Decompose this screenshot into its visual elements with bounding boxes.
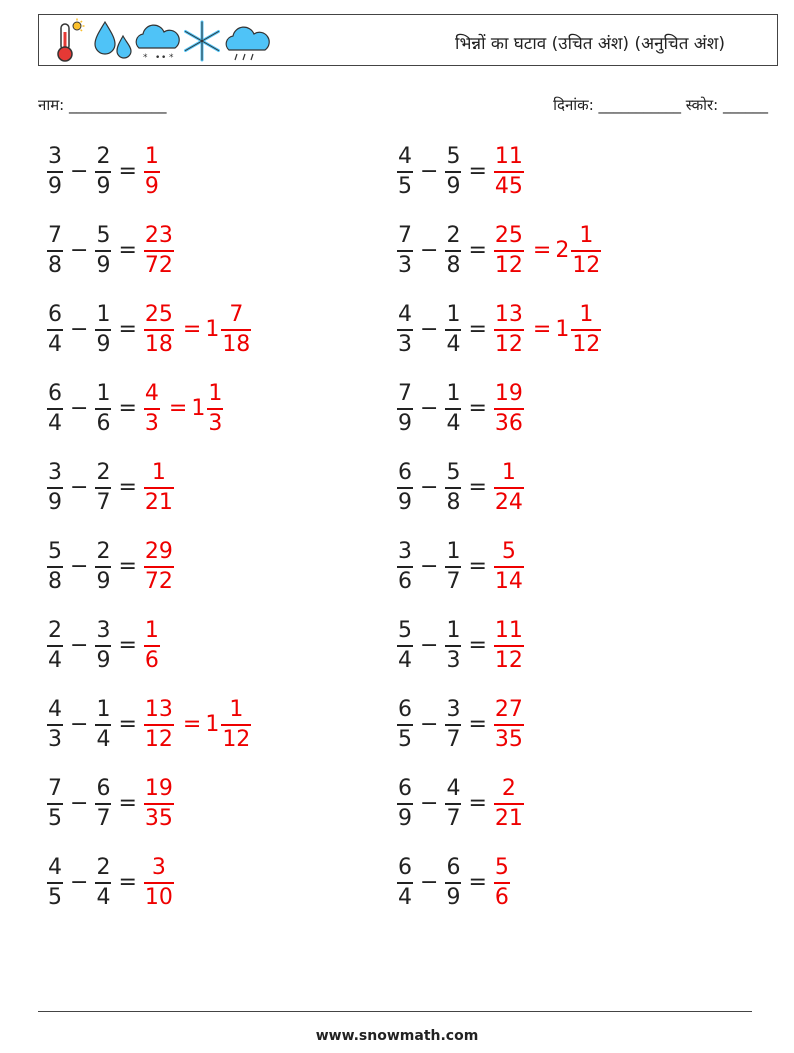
denominator: 4 — [96, 884, 111, 910]
denominator: 35 — [144, 805, 173, 831]
denominator: 5 — [48, 884, 62, 910]
denominator: 4 — [446, 410, 461, 436]
mixed-whole: 2 — [555, 238, 570, 264]
numerator: 6 — [398, 697, 412, 722]
denominator: 8 — [48, 252, 62, 278]
problem-item — [46, 304, 252, 356]
denominator: 4 — [48, 331, 62, 357]
equals-sign: = — [118, 870, 137, 896]
equals-sign: = — [118, 159, 137, 185]
minus-sign: − — [420, 633, 439, 659]
denominator: 7 — [446, 726, 461, 752]
denominator: 18 — [144, 331, 173, 357]
numerator: 27 — [494, 697, 523, 722]
numerator: 6 — [96, 776, 111, 801]
numerator: 1 — [144, 618, 159, 643]
numerator: 6 — [398, 776, 412, 801]
minus-sign: − — [420, 396, 439, 422]
date-score-label: दिनांक: ___________ स्कोर: ______ — [553, 96, 768, 114]
denominator: 9 — [48, 173, 62, 199]
svg-text:*: * — [169, 53, 174, 63]
answer-fraction — [493, 778, 525, 830]
answer-fraction — [143, 778, 175, 830]
numerator: 5 — [48, 539, 62, 564]
minus-sign: − — [70, 159, 89, 185]
numerator: 6 — [48, 302, 62, 327]
numerator: 19 — [144, 776, 173, 801]
footer-url: www.snowmath.com — [315, 1028, 479, 1044]
equals-sign: = — [468, 712, 487, 738]
denominator: 10 — [144, 884, 173, 910]
minuend-fraction — [46, 383, 64, 435]
equals-sign-mixed: = — [532, 317, 552, 343]
denominator: 9 — [398, 489, 412, 515]
mixed-fraction — [570, 304, 602, 356]
denominator: 9 — [446, 884, 461, 910]
numerator: 2 — [501, 776, 516, 801]
minuend-fraction — [396, 541, 414, 593]
problem-item — [46, 225, 175, 277]
mixed-whole: 1 — [205, 317, 220, 343]
numerator: 6 — [48, 381, 62, 406]
minuend-fraction — [46, 225, 64, 277]
problem-item — [46, 146, 161, 198]
minus-sign: − — [420, 159, 439, 185]
denominator: 6 — [144, 647, 159, 673]
denominator: 6 — [96, 410, 111, 436]
equals-sign-mixed: = — [182, 712, 202, 738]
minuend-fraction — [396, 699, 414, 751]
numerator: 7 — [229, 302, 244, 327]
denominator: 36 — [494, 410, 523, 436]
subtrahend-fraction — [94, 383, 112, 435]
equals-sign-mixed: = — [532, 238, 552, 264]
snowflake-icon — [186, 22, 219, 60]
answer-fraction — [143, 146, 161, 198]
numerator: 5 — [446, 460, 461, 485]
problem-item — [46, 541, 175, 593]
numerator: 1 — [144, 144, 159, 169]
answer-fraction — [493, 304, 525, 356]
answer-fraction — [493, 699, 525, 751]
problem-item — [396, 541, 525, 593]
numerator: 13 — [494, 302, 523, 327]
denominator: 3 — [446, 647, 461, 673]
denominator: 4 — [96, 726, 111, 752]
numerator: 1 — [579, 223, 594, 248]
answer-fraction — [143, 462, 175, 514]
problem-item — [396, 304, 602, 356]
denominator: 4 — [398, 884, 412, 910]
denominator: 72 — [144, 252, 173, 278]
denominator: 12 — [494, 331, 523, 357]
denominator: 4 — [398, 647, 412, 673]
minuend-fraction — [46, 699, 64, 751]
answer-fraction — [493, 146, 525, 198]
denominator: 12 — [572, 331, 601, 357]
equals-sign: = — [118, 633, 137, 659]
denominator: 9 — [96, 568, 111, 594]
minuend-fraction — [396, 383, 414, 435]
mixed-whole: 1 — [205, 712, 220, 738]
equals-sign: = — [468, 554, 487, 580]
subtrahend-fraction — [444, 699, 462, 751]
minus-sign: − — [420, 238, 439, 264]
equals-sign-mixed: = — [168, 396, 188, 422]
minus-sign: − — [420, 870, 439, 896]
numerator: 1 — [446, 539, 461, 564]
minuend-fraction — [46, 541, 64, 593]
minus-sign: − — [70, 475, 89, 501]
denominator: 9 — [96, 173, 111, 199]
equals-sign: = — [468, 633, 487, 659]
numerator: 4 — [48, 855, 62, 880]
answer-fraction — [143, 383, 161, 435]
numerator: 1 — [96, 302, 111, 327]
numerator: 25 — [144, 302, 173, 327]
numerator: 11 — [494, 618, 523, 643]
denominator: 3 — [208, 410, 223, 436]
problem-item — [396, 778, 525, 830]
denominator: 9 — [446, 173, 461, 199]
subtrahend-fraction — [94, 225, 112, 277]
minuend-fraction — [46, 778, 64, 830]
answer-fraction — [493, 462, 525, 514]
subtrahend-fraction — [94, 620, 112, 672]
mixed-fraction — [220, 304, 252, 356]
denominator: 5 — [398, 726, 412, 752]
equals-sign: = — [118, 712, 137, 738]
problem-item — [46, 857, 175, 909]
problem-item — [396, 857, 511, 909]
answer-fraction — [143, 225, 175, 277]
numerator: 2 — [446, 223, 461, 248]
denominator: 21 — [144, 489, 173, 515]
numerator: 4 — [398, 302, 412, 327]
denominator: 7 — [446, 568, 461, 594]
minuend-fraction — [396, 225, 414, 277]
answer-fraction — [143, 857, 175, 909]
minus-sign: − — [70, 238, 89, 264]
denominator: 9 — [96, 331, 111, 357]
subtrahend-fraction — [444, 541, 462, 593]
minus-sign: − — [70, 712, 89, 738]
minuend-fraction — [46, 462, 64, 514]
problem-item — [46, 778, 175, 830]
numerator: 2 — [96, 460, 111, 485]
subtrahend-fraction — [94, 699, 112, 751]
subtrahend-fraction — [444, 778, 462, 830]
denominator: 18 — [222, 331, 251, 357]
denominator: 9 — [398, 410, 412, 436]
denominator: 12 — [494, 647, 523, 673]
minuend-fraction — [396, 620, 414, 672]
minuend-fraction — [46, 857, 64, 909]
numerator: 1 — [96, 381, 111, 406]
numerator: 4 — [48, 697, 62, 722]
minus-sign: − — [420, 791, 439, 817]
numerator: 7 — [398, 381, 412, 406]
answer-fraction — [143, 620, 161, 672]
problem-item — [396, 383, 525, 435]
denominator: 7 — [96, 805, 111, 831]
equals-sign: = — [118, 317, 137, 343]
numerator: 3 — [96, 618, 111, 643]
denominator: 4 — [48, 410, 62, 436]
denominator: 9 — [398, 805, 412, 831]
answer-fraction — [493, 383, 525, 435]
denominator: 45 — [494, 173, 523, 199]
numerator: 1 — [208, 381, 223, 406]
minus-sign: − — [420, 475, 439, 501]
denominator: 6 — [398, 568, 412, 594]
minus-sign: − — [70, 317, 89, 343]
subtrahend-fraction — [444, 146, 462, 198]
numerator: 19 — [494, 381, 523, 406]
subtrahend-fraction — [444, 383, 462, 435]
denominator: 12 — [572, 252, 601, 278]
denominator: 3 — [48, 726, 62, 752]
denominator: 35 — [494, 726, 523, 752]
water-drops-icon — [95, 22, 131, 58]
numerator: 2 — [96, 855, 111, 880]
equals-sign: = — [118, 554, 137, 580]
denominator: 3 — [144, 410, 159, 436]
numerator: 1 — [579, 302, 594, 327]
denominator: 5 — [398, 173, 412, 199]
denominator: 14 — [494, 568, 523, 594]
numerator: 1 — [501, 460, 516, 485]
numerator: 1 — [446, 302, 461, 327]
minuend-fraction — [46, 304, 64, 356]
minuend-fraction — [46, 620, 64, 672]
numerator: 29 — [144, 539, 173, 564]
problem-item — [396, 225, 602, 277]
denominator: 3 — [398, 331, 412, 357]
equals-sign: = — [468, 791, 487, 817]
numerator: 23 — [144, 223, 173, 248]
minus-sign: − — [70, 554, 89, 580]
denominator: 21 — [494, 805, 523, 831]
problem-item — [46, 620, 161, 672]
denominator: 6 — [494, 884, 509, 910]
problem-item — [46, 699, 252, 751]
denominator: 9 — [96, 252, 111, 278]
numerator: 1 — [151, 460, 166, 485]
numerator: 1 — [446, 381, 461, 406]
header-box — [38, 14, 778, 66]
mixed-whole: 1 — [191, 396, 206, 422]
subtrahend-fraction — [94, 146, 112, 198]
minus-sign: − — [70, 633, 89, 659]
svg-text:•: • — [155, 53, 161, 63]
problem-item — [396, 699, 525, 751]
worksheet-title: भिन्नों का घटाव (उचित अंश) (अनुचित अंश) — [455, 34, 725, 54]
mixed-fraction — [220, 699, 252, 751]
numerator: 2 — [96, 539, 111, 564]
numerator: 3 — [151, 855, 166, 880]
mixed-whole: 1 — [555, 317, 570, 343]
subtrahend-fraction — [94, 462, 112, 514]
minus-sign: − — [420, 317, 439, 343]
numerator: 7 — [398, 223, 412, 248]
rain-cloud-icon — [226, 27, 269, 60]
numerator: 5 — [494, 855, 509, 880]
minuend-fraction — [396, 462, 414, 514]
answer-fraction — [493, 620, 525, 672]
equals-sign: = — [468, 317, 487, 343]
subtrahend-fraction — [444, 304, 462, 356]
equals-sign: = — [468, 475, 487, 501]
denominator: 9 — [48, 489, 62, 515]
denominator: 7 — [96, 489, 111, 515]
equals-sign: = — [468, 159, 487, 185]
numerator: 2 — [48, 618, 62, 643]
answer-fraction — [493, 857, 511, 909]
numerator: 6 — [398, 460, 412, 485]
problem-item — [46, 462, 175, 514]
numerator: 25 — [494, 223, 523, 248]
denominator: 9 — [144, 173, 159, 199]
numerator: 11 — [494, 144, 523, 169]
denominator: 5 — [48, 805, 62, 831]
minuend-fraction — [396, 857, 414, 909]
answer-fraction — [143, 699, 175, 751]
problem-item — [46, 383, 224, 435]
equals-sign: = — [468, 870, 487, 896]
denominator: 12 — [494, 252, 523, 278]
denominator: 8 — [446, 489, 461, 515]
numerator: 5 — [96, 223, 111, 248]
subtrahend-fraction — [444, 462, 462, 514]
footer-rule — [38, 1011, 752, 1012]
answer-fraction — [143, 541, 175, 593]
minuend-fraction — [396, 304, 414, 356]
denominator: 4 — [446, 331, 461, 357]
answer-fraction — [493, 225, 525, 277]
numerator: 3 — [446, 697, 461, 722]
problem-item — [396, 462, 525, 514]
equals-sign: = — [468, 238, 487, 264]
numerator: 4 — [398, 144, 412, 169]
name-field-label: नाम: _____________ — [38, 96, 167, 114]
denominator: 24 — [494, 489, 523, 515]
minus-sign: − — [70, 396, 89, 422]
numerator: 7 — [48, 776, 62, 801]
denominator: 4 — [48, 647, 62, 673]
mixed-fraction — [570, 225, 602, 277]
numerator: 5 — [446, 144, 461, 169]
subtrahend-fraction — [444, 857, 462, 909]
numerator: 4 — [144, 381, 159, 406]
numerator: 1 — [229, 697, 244, 722]
minus-sign: − — [420, 554, 439, 580]
weather-icons — [47, 18, 277, 64]
equals-sign: = — [118, 475, 137, 501]
mixed-fraction — [206, 383, 224, 435]
minus-sign: − — [70, 791, 89, 817]
numerator: 3 — [48, 144, 62, 169]
denominator: 8 — [446, 252, 461, 278]
answer-fraction — [143, 304, 175, 356]
subtrahend-fraction — [94, 304, 112, 356]
problem-item — [396, 620, 525, 672]
numerator: 7 — [48, 223, 62, 248]
denominator: 12 — [144, 726, 173, 752]
numerator: 1 — [96, 697, 111, 722]
numerator: 4 — [446, 776, 461, 801]
subtrahend-fraction — [94, 857, 112, 909]
denominator: 12 — [222, 726, 251, 752]
equals-sign-mixed: = — [182, 317, 202, 343]
minus-sign: − — [420, 712, 439, 738]
svg-text:*: * — [143, 53, 148, 63]
numerator: 13 — [144, 697, 173, 722]
numerator: 6 — [446, 855, 461, 880]
denominator: 7 — [446, 805, 461, 831]
denominator: 3 — [398, 252, 412, 278]
denominator: 9 — [96, 647, 111, 673]
equals-sign: = — [118, 238, 137, 264]
equals-sign: = — [118, 791, 137, 817]
equals-sign: = — [468, 396, 487, 422]
numerator: 6 — [398, 855, 412, 880]
problem-item — [396, 146, 525, 198]
minuend-fraction — [396, 146, 414, 198]
thermometer-sun-icon — [58, 19, 85, 62]
numerator: 2 — [96, 144, 111, 169]
subtrahend-fraction — [444, 225, 462, 277]
minuend-fraction — [396, 778, 414, 830]
numerator: 3 — [48, 460, 62, 485]
numerator: 1 — [446, 618, 461, 643]
minuend-fraction — [46, 146, 64, 198]
subtrahend-fraction — [94, 541, 112, 593]
numerator: 3 — [398, 539, 412, 564]
snow-cloud-icon — [136, 25, 179, 63]
minus-sign: − — [70, 870, 89, 896]
equals-sign: = — [118, 396, 137, 422]
numerator: 5 — [398, 618, 412, 643]
subtrahend-fraction — [94, 778, 112, 830]
denominator: 72 — [144, 568, 173, 594]
numerator: 5 — [501, 539, 516, 564]
svg-text:•: • — [161, 53, 167, 63]
answer-fraction — [493, 541, 525, 593]
subtrahend-fraction — [444, 620, 462, 672]
denominator: 8 — [48, 568, 62, 594]
